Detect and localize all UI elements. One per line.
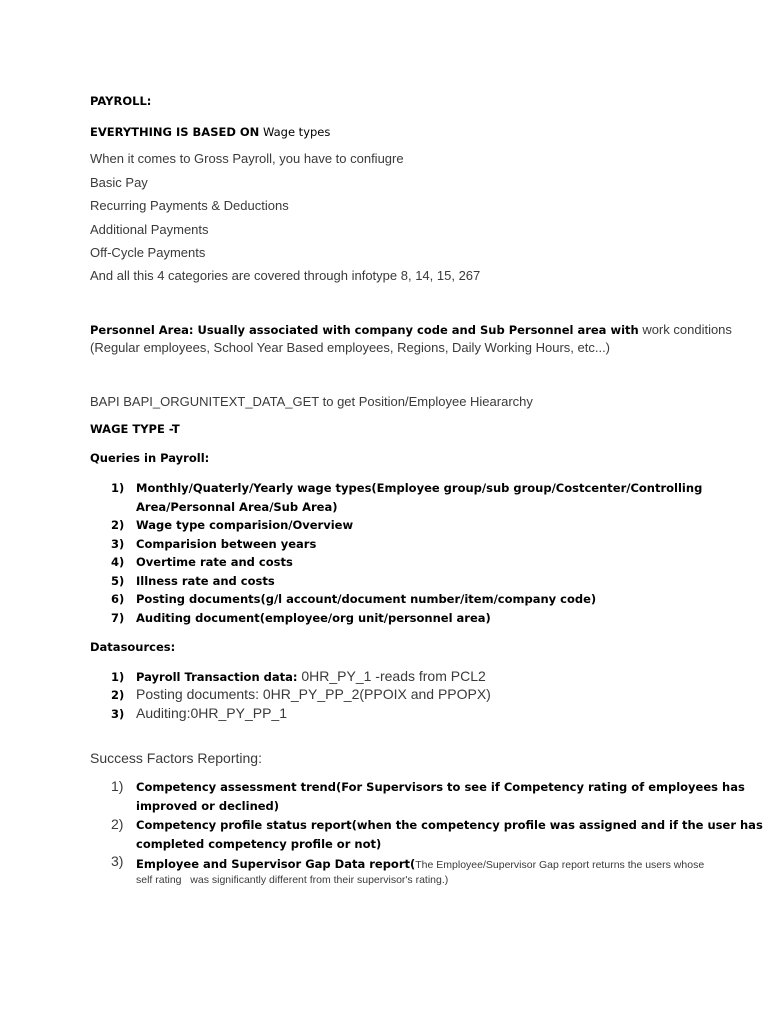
- list-number: 2): [111, 688, 125, 702]
- datasources-heading: Datasources:: [90, 640, 176, 654]
- everything-bold: EVERYTHING IS BASED ON: [90, 125, 260, 139]
- list-text: Competency assessment trend(For Supervisors to see if Competency rating of employees has: [136, 780, 745, 794]
- list-text: Auditing:0HR_PY_PP_1: [136, 705, 287, 721]
- wage-type-heading: WAGE TYPE -T: [90, 422, 180, 436]
- datasource-rest: 0HR_PY_1 -reads from PCL2: [297, 668, 486, 684]
- list-text-continued: improved or declined): [136, 799, 280, 813]
- everything-line: [90, 123, 330, 141]
- gross-line-5: Off-Cycle Payments: [90, 245, 206, 260]
- list-number: 6): [111, 592, 125, 606]
- list-text-continued: self rating was significantly different from their supervisor's rating.): [136, 874, 449, 886]
- payroll-title: PAYROLL:: [90, 94, 152, 108]
- list-number: 1): [111, 670, 125, 684]
- list-number: 4): [111, 555, 125, 569]
- personnel-rest: work conditions: [638, 322, 732, 337]
- list-text: Comparision between years: [136, 537, 317, 551]
- datasource-bold: Payroll Transaction data:: [136, 670, 298, 684]
- gross-line-4: Additional Payments: [90, 222, 209, 237]
- sf-rest: The Employee/Supervisor Gap report returns the users whose: [415, 859, 705, 871]
- list-number: 5): [111, 574, 125, 588]
- bapi-line: BAPI BAPI_ORGUNITEXT_DATA_GET to get Position/Employee Hieararchy: [90, 394, 533, 409]
- list-text-continued: Area/Personnal Area/Sub Area): [136, 500, 338, 514]
- list-number: 2): [111, 816, 124, 832]
- list-text: Monthly/Quaterly/Yearly wage types(Employee group/sub group/Costcenter/Controlling: [136, 481, 703, 495]
- list-number: 3): [111, 707, 125, 721]
- list-number: 2): [111, 518, 125, 532]
- list-text: Wage type comparision/Overview: [136, 518, 354, 532]
- personnel-line: [90, 321, 732, 339]
- list-text: Competency profile status report(when the competency profile was assigned and if the user has: [136, 818, 763, 832]
- list-text: Overtime rate and costs: [136, 555, 293, 569]
- personnel-bold: Personnel Area: Usually associated with company code and Sub Personnel area with: [90, 323, 639, 337]
- list-text: [136, 668, 486, 686]
- list-text: [136, 855, 704, 873]
- gross-line-1: When it comes to Gross Payroll, you have to confiugre: [90, 151, 404, 166]
- list-number: 3): [111, 853, 124, 869]
- success-factors-heading: Success Factors Reporting:: [90, 750, 262, 766]
- gross-line-3: Recurring Payments & Deductions: [90, 198, 289, 213]
- list-number: 1): [111, 778, 124, 794]
- gross-line-6: And all this 4 categories are covered through infotype 8, 14, 15, 267: [90, 268, 481, 283]
- list-number: 1): [111, 481, 125, 495]
- everything-rest: Wage types: [259, 125, 331, 139]
- list-text: Posting documents: 0HR_PY_PP_2(PPOIX and PPOPX): [136, 686, 491, 702]
- list-text-continued: completed competency profile or not): [136, 837, 382, 851]
- list-number: 3): [111, 537, 125, 551]
- list-number: 7): [111, 611, 125, 625]
- queries-heading: Queries in Payroll:: [90, 451, 210, 465]
- sf-bold: Employee and Supervisor Gap Data report(: [136, 857, 416, 871]
- list-text: Illness rate and costs: [136, 574, 275, 588]
- personnel-line-2: (Regular employees, School Year Based employees, Regions, Daily Working Hours, etc...): [90, 340, 611, 355]
- list-text: Auditing document(employee/org unit/personnel area): [136, 611, 491, 625]
- list-text: Posting documents(g/l account/document number/item/company code): [136, 592, 597, 606]
- gross-line-2: Basic Pay: [90, 175, 148, 190]
